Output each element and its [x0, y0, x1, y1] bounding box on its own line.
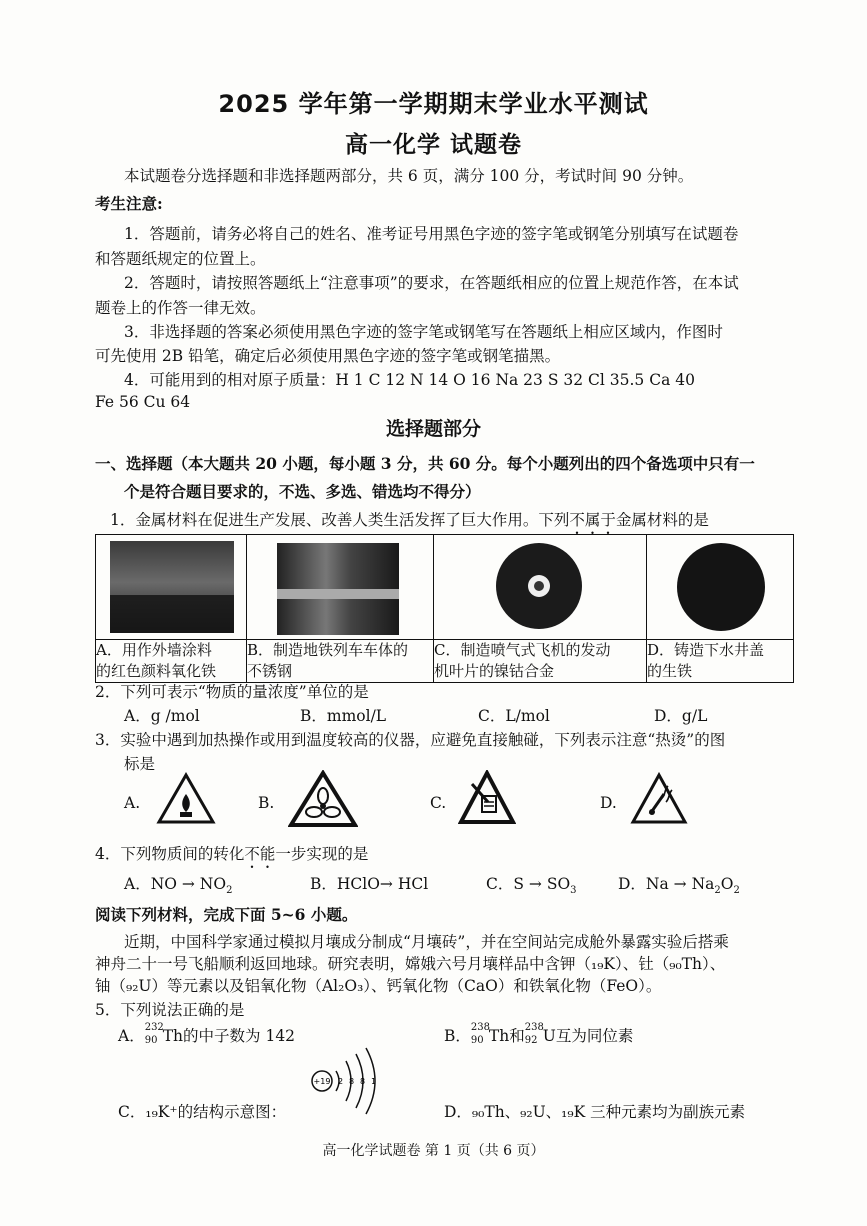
- q3-option-b: B.: [258, 794, 275, 812]
- fan-warning-icon: [288, 770, 358, 828]
- q4-option-c: C．$S \to SO_3$: [486, 875, 577, 897]
- reading-line-3: 铀（₉₂U）等元素以及铝氧化物（Al₂O₃）、钙氧化物（CaO）和铁氧化物（FeO）。: [95, 977, 662, 995]
- diagram-shell-4: 1: [371, 1077, 377, 1086]
- q1-image-c: [434, 535, 647, 640]
- q5-option-a: A． 232 90 Th的中子数为 142: [118, 1022, 296, 1046]
- section-title: 选择题部分: [385, 418, 481, 440]
- notice-title: 考生注意:: [95, 194, 163, 213]
- q2-stem: 2．下列可表示“物质的量浓度”单位的是: [95, 683, 369, 701]
- notice-item-2-cont: 题卷上的作答一律无效。: [95, 299, 266, 317]
- q5-option-d: D．₉₀Th、₉₂U、₁₉K 三种元素均为副族元素: [444, 1103, 746, 1121]
- q3-option-d: D.: [600, 794, 617, 812]
- q2-option-d: D．g/L: [654, 707, 708, 725]
- q4-option-a: A．NO → $NO_2$: [124, 875, 233, 897]
- diagram-shell-3: 8: [360, 1077, 366, 1086]
- q1-image-d: [647, 535, 794, 640]
- intro-text: 本试题卷分选择题和非选择题两部分，共 6 页，满分 100 分，考试时间 90 分钟。: [124, 167, 694, 185]
- q1-stem: 1．金属材料在促进生产发展、改善人类生活发挥了巨大作用。下列不属于金属材料的是: [110, 511, 709, 529]
- notice-item-4-cont: Fe 56 Cu 64: [95, 393, 191, 411]
- hot-surface-icon: [630, 772, 688, 826]
- notice-item-4: 4．可能用到的相对原子质量：H 1 C 12 N 14 O 16 Na 23 S 32 Cl 35.5 Ca 40: [124, 371, 695, 389]
- reading-line-1: 近期，中国科学家通过模拟月壤成分制成“月壤砖”，并在空间站完成舱外暴露实验后搭乘: [124, 933, 729, 951]
- hand-burn-icon: [458, 770, 516, 826]
- q3-stem: 3．实验中遇到加热操作或用到温度较高的仪器，应避免直接触碰，下列表示注意“热烫”的图: [95, 731, 726, 749]
- diagram-nucleus-label: +19: [313, 1077, 331, 1086]
- q1-option-c: C．制造喷气式飞机的发动 机叶片的镍钴合金: [434, 640, 647, 683]
- part1-instructions: 一、选择题（本大题共 20 小题，每小题 3 分，共 60 分。每个小题列出的四个备选项中只有一: [95, 454, 755, 473]
- q5-option-c: C．₁₉K⁺的结构示意图：: [118, 1103, 287, 1121]
- reading-title: 阅读下列材料，完成下面 5~6 小题。: [95, 905, 358, 924]
- notice-item-1: 1．答题前，请务必将自己的姓名、准考证号用黑色字迹的签字笔或钢笔分别填写在试题卷: [124, 225, 739, 243]
- q4-option-d: D．$Na \to Na_2O_2$: [618, 875, 740, 897]
- q2-option-a: A．g /mol: [124, 707, 200, 725]
- diagram-shell-2: 8: [349, 1077, 355, 1086]
- part1-instructions-cont: 个是符合题目要求的，不选、多选、错选均不得分）: [124, 482, 481, 501]
- q5-stem: 5．下列说法正确的是: [95, 1001, 245, 1019]
- q1-option-a: A．用作外墙涂料 的红色颜料氧化铁: [96, 640, 247, 683]
- flame-warning-icon: [156, 772, 216, 826]
- q1-options-table: [95, 534, 794, 683]
- q4-option-b: B．HClO→ HCl: [310, 875, 429, 893]
- q1-image-a: [96, 535, 247, 640]
- page-footer: 高一化学试题卷 第 1 页（共 6 页）: [322, 1143, 545, 1159]
- q1-option-b: B．制造地铁列车车体的 不锈钢: [247, 640, 434, 683]
- notice-item-1-cont: 和答题纸规定的位置上。: [95, 250, 266, 268]
- notice-item-3: 3．非选择题的答案必须使用黑色字迹的签字笔或钢笔写在答题纸上相应区域内，作图时: [124, 323, 723, 341]
- q3-stem-cont: 标是: [124, 755, 156, 773]
- exam-title: 2025 学年第一学期期末学业水平测试: [218, 90, 649, 118]
- notice-item-3-cont: 可先使用 2B 铅笔，确定后必须使用黑色字迹的签字笔或钢笔描黑。: [95, 347, 561, 365]
- diagram-shell-1: 2: [338, 1077, 344, 1086]
- k-ion-structure-diagram: [308, 1046, 388, 1116]
- q3-option-c: C.: [430, 794, 447, 812]
- q1-image-b: [247, 535, 434, 640]
- q2-option-c: C．L/mol: [478, 707, 550, 725]
- q2-option-b: B．mmol/L: [300, 707, 387, 725]
- q3-option-a: A.: [124, 794, 141, 812]
- q4-stem: 4．下列物质间的转化不能一步实现的是: [95, 845, 369, 863]
- exam-subtitle: 高一化学 试题卷: [344, 132, 522, 158]
- q5-option-b: B． 238 90 Th和 238 92 U互为同位素: [444, 1022, 634, 1046]
- q1-option-d: D．铸造下水井盖 的生铁: [647, 640, 794, 683]
- notice-item-2: 2．答题时，请按照答题纸上“注意事项”的要求，在答题纸相应的位置上规范作答，在本试: [124, 274, 739, 292]
- reading-line-2: 神舟二十一号飞船顺利返回地球。研究表明，嫦娥六号月壤样品中含钾（₁₉K）、钍（₉₀Th）、: [95, 955, 726, 973]
